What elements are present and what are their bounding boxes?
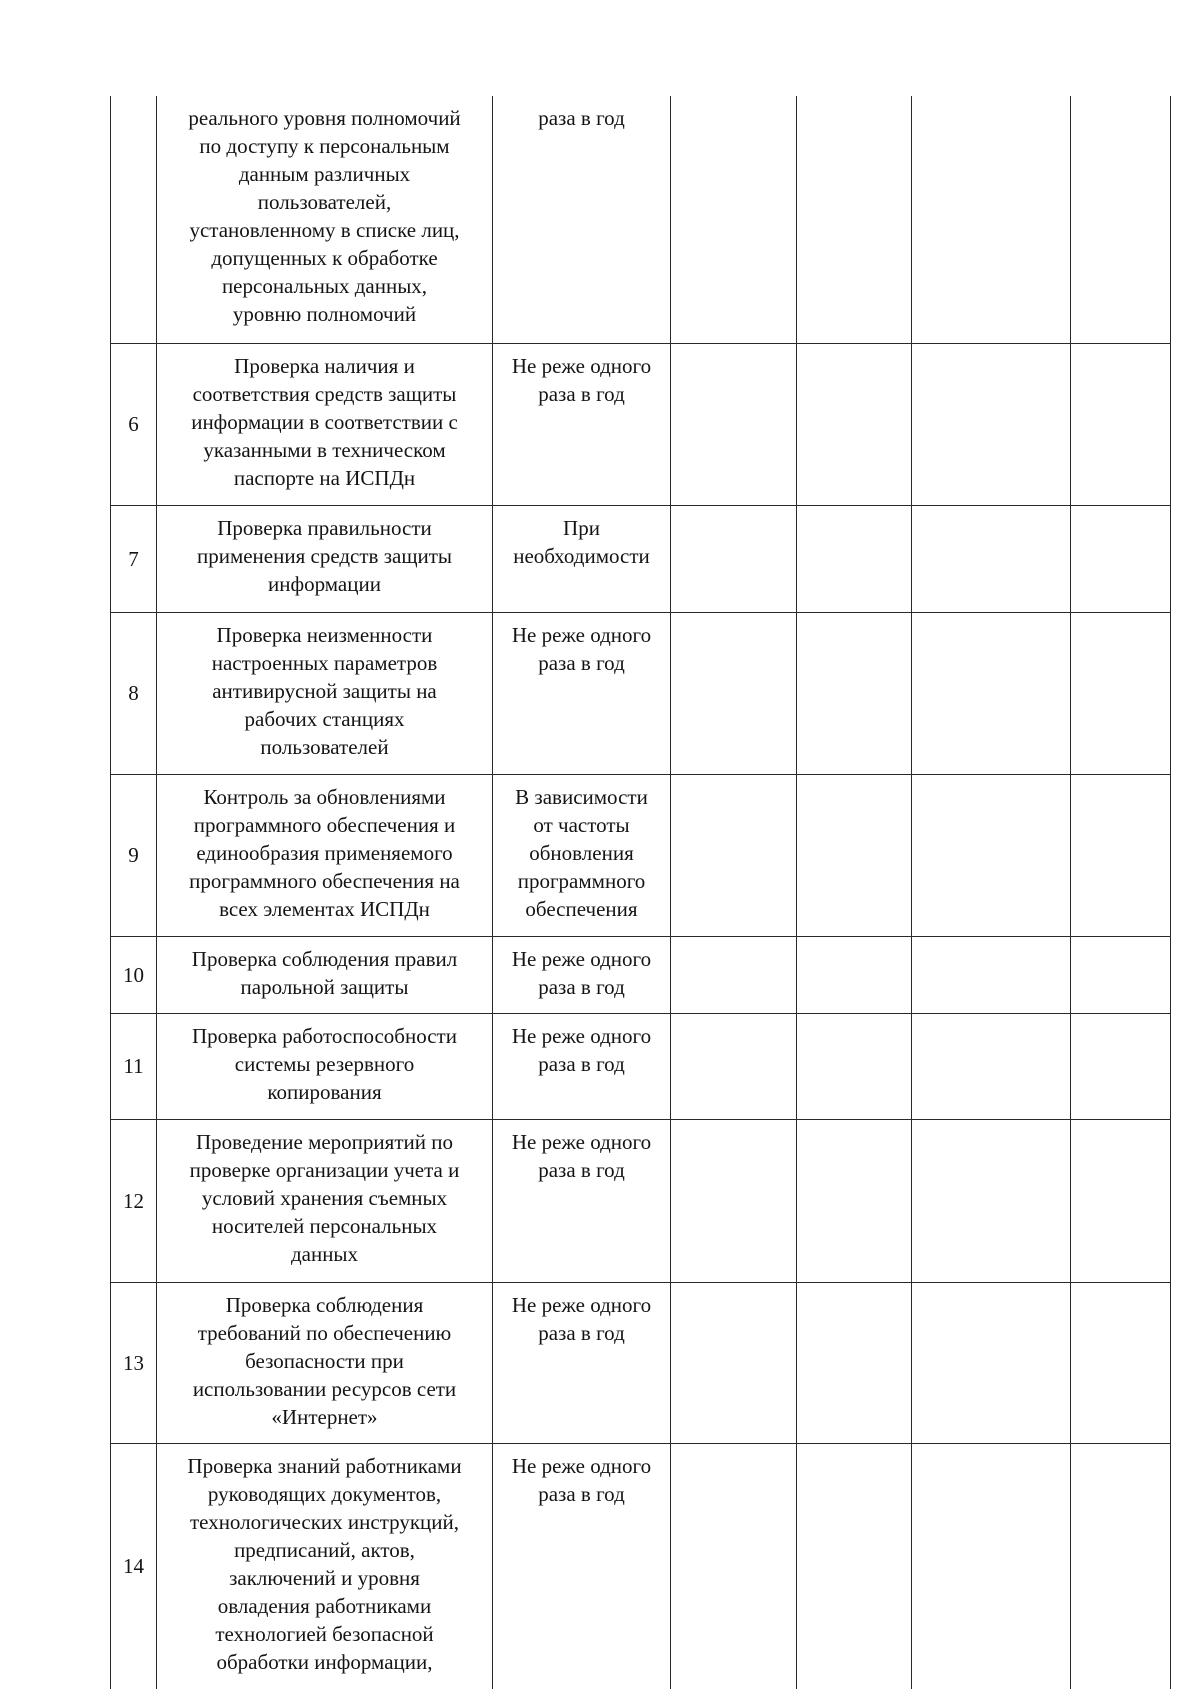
- activity-text: Проверка соблюдения правил парольной защиты: [191, 946, 458, 999]
- table-row: [111, 1119, 1171, 1282]
- activity-cell: [157, 343, 493, 505]
- table-row: [111, 774, 1171, 936]
- empty-cell: [797, 1119, 912, 1282]
- activity-text: Проверка правильности применения средств защиты информации: [196, 515, 453, 596]
- empty-cell: [912, 1282, 1071, 1443]
- empty-cell: [912, 936, 1071, 1013]
- activity-text: Контроль за обновлениями программного обеспечения и единообразия применяемого программного обеспечения на всех элементах ИСПДн: [189, 784, 460, 921]
- activity-cell: [157, 612, 493, 774]
- activity-cell: [157, 774, 493, 936]
- activity-cell: [157, 96, 493, 343]
- row-number-cell: 11: [111, 1013, 157, 1119]
- frequency-cell: [493, 343, 671, 505]
- empty-cell: [912, 1119, 1071, 1282]
- frequency-text: В зависимости от частоты обновления программного обеспечения: [515, 784, 648, 921]
- empty-cell: [671, 1443, 797, 1689]
- table-row: [111, 612, 1171, 774]
- row-number-cell: 7: [111, 505, 157, 612]
- empty-cell: [671, 505, 797, 612]
- row-number-cell: 13: [111, 1282, 157, 1443]
- empty-cell: [671, 774, 797, 936]
- empty-cell: [1071, 1119, 1171, 1282]
- table-row: [111, 936, 1171, 1013]
- row-number-cell: [111, 96, 157, 343]
- empty-cell: [671, 936, 797, 1013]
- table-row: [111, 1443, 1171, 1689]
- frequency-cell: [493, 1119, 671, 1282]
- empty-cell: [671, 343, 797, 505]
- frequency-text: Не реже одного раза в год: [511, 1453, 652, 1506]
- frequency-cell: [493, 612, 671, 774]
- empty-cell: [797, 1282, 912, 1443]
- table-row: [111, 343, 1171, 505]
- frequency-text: Не реже одного раза в год: [511, 353, 652, 406]
- activity-cell: [157, 505, 493, 612]
- table-row: [111, 96, 1171, 343]
- activity-text: Проверка соблюдения требований по обеспечению безопасности при использовании ресурсов сети «Интернет»: [192, 1292, 457, 1429]
- empty-cell: [797, 774, 912, 936]
- table-row: [111, 505, 1171, 612]
- row-number-cell: 10: [111, 936, 157, 1013]
- empty-cell: [797, 1443, 912, 1689]
- activity-cell: [157, 1119, 493, 1282]
- table-row: [111, 1013, 1171, 1119]
- row-number-cell: 6: [111, 343, 157, 505]
- empty-cell: [797, 936, 912, 1013]
- activities-table: [110, 96, 1171, 1689]
- empty-cell: [671, 96, 797, 343]
- empty-cell: [912, 612, 1071, 774]
- empty-cell: [912, 505, 1071, 612]
- activity-text: Проверка неизменности настроенных параметров антивирусной защиты на рабочих станциях пользователей: [211, 622, 438, 759]
- empty-cell: [1071, 774, 1171, 936]
- empty-cell: [671, 1013, 797, 1119]
- frequency-text: При необходимости: [513, 515, 650, 568]
- empty-cell: [912, 774, 1071, 936]
- frequency-cell: [493, 96, 671, 343]
- activity-cell: [157, 1013, 493, 1119]
- frequency-cell: [493, 1443, 671, 1689]
- empty-cell: [797, 1013, 912, 1119]
- activity-text: реального уровня полномочий по доступу к персональным данным различных пользователей, установленному в списке лиц, допущенных к обработке персональных данных, уровню полномочий: [188, 106, 461, 326]
- empty-cell: [912, 1013, 1071, 1119]
- empty-cell: [1071, 936, 1171, 1013]
- empty-cell: [1071, 1282, 1171, 1443]
- row-number-cell: 8: [111, 612, 157, 774]
- frequency-cell: [493, 505, 671, 612]
- activity-cell: [157, 1282, 493, 1443]
- empty-cell: [912, 1443, 1071, 1689]
- empty-cell: [1071, 612, 1171, 774]
- empty-cell: [797, 96, 912, 343]
- activity-cell: [157, 1443, 493, 1689]
- empty-cell: [1071, 343, 1171, 505]
- activity-cell: [157, 936, 493, 1013]
- empty-cell: [671, 612, 797, 774]
- empty-cell: [912, 96, 1071, 343]
- empty-cell: [671, 1282, 797, 1443]
- empty-cell: [797, 505, 912, 612]
- activity-text: Проверка работоспособности системы резервного копирования: [192, 1023, 457, 1104]
- empty-cell: [1071, 96, 1171, 343]
- frequency-text: Не реже одного раза в год: [511, 622, 652, 675]
- activity-text: Проведение мероприятий по проверке организации учета и условий хранения съемных носителей персональных данных: [189, 1129, 460, 1266]
- empty-cell: [671, 1119, 797, 1282]
- frequency-cell: [493, 1282, 671, 1443]
- frequency-cell: [493, 774, 671, 936]
- frequency-cell: [493, 936, 671, 1013]
- frequency-text: Не реже одного раза в год: [511, 1129, 652, 1182]
- empty-cell: [797, 612, 912, 774]
- table-row: [111, 1282, 1171, 1443]
- activity-text: Проверка знаний работниками руководящих документов, технологических инструкций, предписаний, актов, заключений и уровня овладения работниками технологией безопасной обработки информации,: [187, 1453, 462, 1674]
- frequency-text: раза в год: [538, 106, 625, 130]
- empty-cell: [1071, 505, 1171, 612]
- frequency-text: Не реже одного раза в год: [511, 946, 652, 999]
- row-number-cell: 9: [111, 774, 157, 936]
- empty-cell: [912, 343, 1071, 505]
- frequency-text: Не реже одного раза в год: [511, 1292, 652, 1345]
- row-number-cell: 14: [111, 1443, 157, 1689]
- frequency-text: Не реже одного раза в год: [511, 1023, 652, 1076]
- row-number-cell: 12: [111, 1119, 157, 1282]
- activity-text: Проверка наличия и соответствия средств защиты информации в соответствии с указанными в техническом паспорте на ИСПДн: [191, 353, 458, 490]
- frequency-cell: [493, 1013, 671, 1119]
- empty-cell: [1071, 1013, 1171, 1119]
- empty-cell: [797, 343, 912, 505]
- empty-cell: [1071, 1443, 1171, 1689]
